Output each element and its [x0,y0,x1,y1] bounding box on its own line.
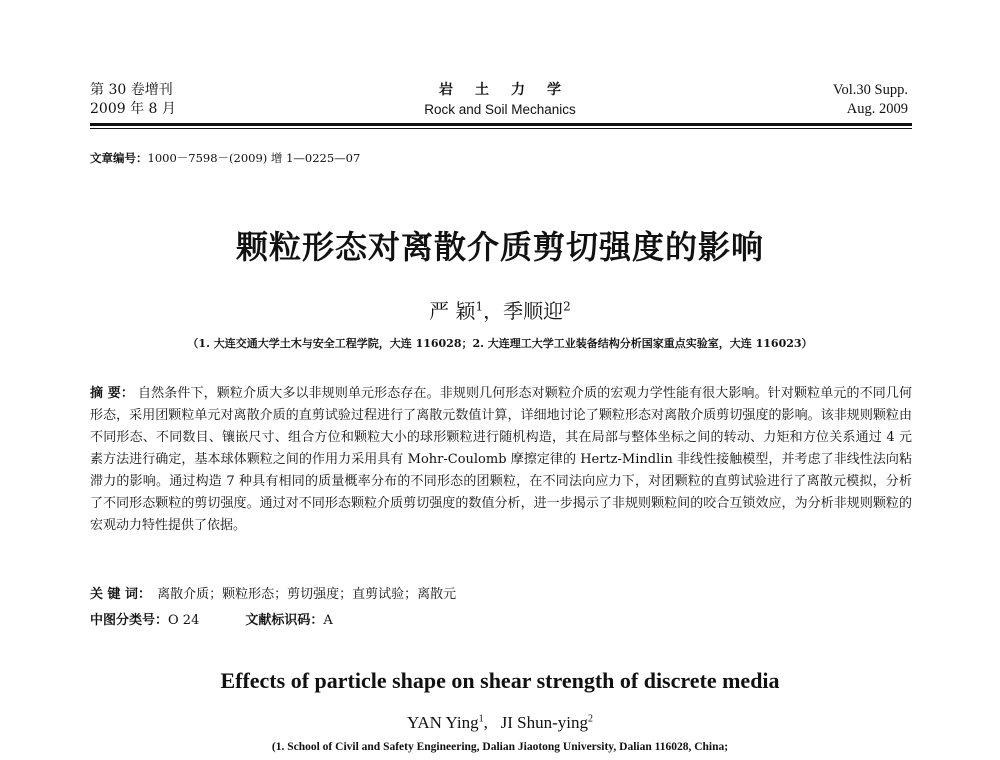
authors-en [0,713,1000,733]
journal-name-en: Rock and Soil Mechanics [424,102,576,117]
header-rule-thin [90,128,912,129]
author-2-cn: 季顺迎 [503,299,564,323]
clc-label: 中图分类号： [90,613,169,628]
author-2-en-sup: 2 [588,713,593,725]
title-cn: 颗粒形态对离散介质剪切强度的影响 [235,228,764,266]
article-number-label: 文章编号： [90,151,148,165]
author-2-cn-sup: 2 [563,299,571,314]
header-right [833,81,908,119]
date-cn: 2009 年 8 月 [90,101,176,117]
abstract [90,383,912,537]
abstract-text: 自然条件下，颗粒介质大多以非规则单元形态存在。非规则几何形态对颗粒介质的宏观力学性能有很大影响。针对颗粒单元的不同几何形态，采用团颗粒单元对离散介质的直剪试验过程进行了离散元数值计算，详细地讨论了颗粒形态对离散介质剪切强度的影响。该非规则颗粒由不同形态、不同数目、镶嵌尺寸、组合方位和颗粒大小的球形颗粒进行随机构造，其在局部与整体坐标之间的转动、力矩和方位关系通过 4 元素方法进行确定，基本球体颗粒之间的作用力采用具有 Mohr-Coulomb 摩擦定律的 Hertz-Mindlin 非线性接触模型，并考虑了非线性法向粘滞力的影响。通过构造 7 种具有相同的质量概率分布的不同形态的团颗粒，在不同法向应力下，对团颗粒的直剪试验进行了离散元模拟，分析了不同形态颗粒的剪切强度。通过对不同形态颗粒介质剪切强度的数值分析，进一步揭示了非规则颗粒间的咬合互锁效应，为分析非规则颗粒的宏观动力特性提供了依据。 [90,386,912,533]
keywords [90,583,456,602]
journal-name-cn: 岩土力学 [439,82,583,98]
keywords-text: 离散介质；颗粒形态；剪切强度；直剪试验；离散元 [157,587,457,602]
author-1-cn-sup: 1 [475,299,484,314]
author-sep-en: , [483,713,488,732]
author-sep-cn: ， [483,299,504,323]
date-en: Aug. 2009 [846,101,908,117]
author-1-en-sup: 1 [478,713,484,725]
abstract-label: 摘 要： [90,386,135,401]
doc-code-value: A [323,613,333,628]
doc-code-label: 文献标识码： [245,613,324,628]
keywords-label: 关 键 词： [90,587,152,602]
article-number [90,150,360,166]
affiliation-en: (1. School of Civil and Safety Engineering, Dalian Jiaotong University, Dalian 116028, China; [271,741,729,753]
author-1-en: YAN Ying [406,713,479,732]
authors-cn [0,295,1000,324]
classification [90,609,333,628]
author-1-cn: 严 颖 [429,299,476,323]
clc-value: O 24 [168,613,200,628]
title-en: Effects of particle shape on shear strength of discrete media [220,668,780,693]
volume-cn: 第 30 卷增刊 [90,82,173,98]
header-rule-thick [90,123,912,126]
volume-en: Vol.30 Supp. [832,82,908,98]
author-2-en: JI Shun-ying [500,713,588,732]
affiliation-cn: （1. 大连交通大学土木与安全工程学院，大连 116028；2. 大连理工大学工业装备结构分析国家重点实验室，大连 116023） [187,337,813,350]
article-number-value: 1000－7598－(2009) 增 1—0225—07 [147,151,361,165]
